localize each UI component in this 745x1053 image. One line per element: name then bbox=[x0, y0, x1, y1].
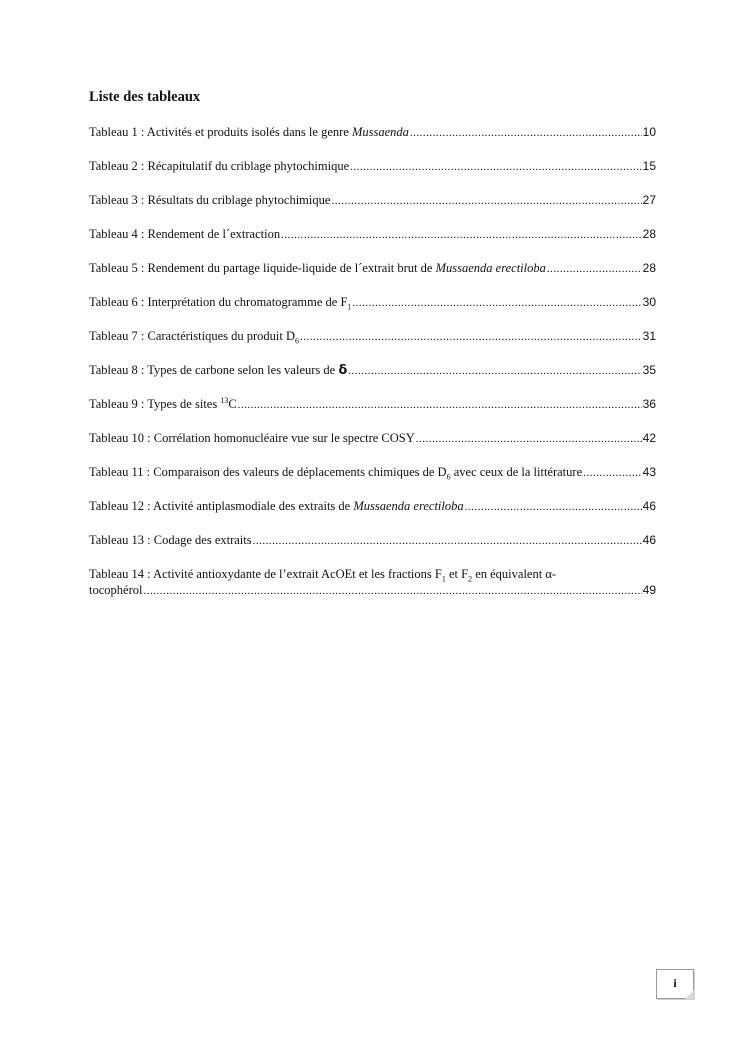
toc-entry-text: Tableau 10 : Corrélation homonucléaire vue sur le spectre COSY bbox=[89, 431, 415, 445]
toc-entry-7[interactable] bbox=[89, 328, 656, 362]
toc-page-number: 43 bbox=[642, 465, 656, 479]
toc-entry-text: Tableau 8 : Types de carbone selon les valeurs de δ bbox=[89, 363, 348, 378]
dot-leader bbox=[352, 295, 641, 311]
table-list bbox=[89, 124, 656, 598]
toc-page-number: 46 bbox=[642, 533, 656, 547]
toc-entry-text: Tableau 9 : Types de sites $^{13}$C bbox=[89, 395, 237, 411]
toc-entry-6[interactable] bbox=[89, 294, 656, 328]
toc-page-number: 30 bbox=[642, 295, 656, 309]
toc-entry-10[interactable] bbox=[89, 430, 656, 464]
page-number-box bbox=[656, 969, 694, 999]
dot-leader bbox=[410, 125, 642, 141]
toc-page-number: 28 bbox=[642, 261, 656, 275]
toc-entry-text: Tableau 3 : Résultats du criblage phytochimique bbox=[89, 193, 331, 207]
toc-entry-text: Tableau 13 : Codage des extraits bbox=[89, 533, 252, 547]
toc-entry-4[interactable] bbox=[89, 226, 656, 260]
page-title: Liste des tableaux bbox=[89, 89, 201, 105]
toc-entry-8[interactable] bbox=[89, 362, 656, 396]
dot-leader bbox=[238, 397, 642, 413]
toc-page-number: 46 bbox=[642, 499, 656, 513]
toc-entry-text-continued: tocophérol bbox=[89, 583, 143, 597]
dot-leader bbox=[348, 363, 641, 379]
toc-entry-3[interactable] bbox=[89, 192, 656, 226]
toc-entry-text: Tableau 14 : Activité antioxydante de l’extrait AcOEt et les fractions $F_1$ et $F_2$ en équivalent α- bbox=[89, 567, 557, 584]
dot-leader bbox=[547, 261, 642, 277]
toc-entry-text: Tableau 5 : Rendement du partage liquide-liquide de l´extrait brut de Mussaenda erectiloba bbox=[89, 261, 546, 275]
toc-entry-text: Tableau 12 : Activité antiplasmodiale des extraits de Mussaenda erectiloba bbox=[89, 499, 464, 513]
dot-leader bbox=[350, 159, 641, 175]
toc-entry-text: Tableau 2 : Récapitulatif du criblage phytochimique bbox=[89, 159, 350, 173]
toc-entry-5[interactable] bbox=[89, 260, 656, 294]
page-curl-icon bbox=[685, 990, 694, 999]
toc-entry-1[interactable] bbox=[89, 124, 656, 158]
toc-entry-11[interactable] bbox=[89, 464, 656, 498]
toc-entry-text: Tableau 7 : Caractéristiques du produit $D_6$ bbox=[89, 329, 300, 346]
toc-page-number: 27 bbox=[642, 193, 656, 207]
toc-page-number: 36 bbox=[642, 397, 656, 411]
dot-leader bbox=[281, 227, 642, 243]
toc-entry-9[interactable] bbox=[89, 396, 656, 430]
toc-entry-2[interactable] bbox=[89, 158, 656, 192]
toc-page-number: 49 bbox=[642, 583, 656, 597]
toc-entry-13[interactable] bbox=[89, 532, 656, 566]
toc-page-number: 15 bbox=[642, 159, 656, 173]
dot-leader bbox=[416, 431, 642, 447]
toc-page-number: 28 bbox=[642, 227, 656, 241]
dot-leader bbox=[253, 533, 642, 549]
dot-leader bbox=[331, 193, 641, 209]
dot-leader bbox=[143, 583, 641, 599]
toc-entry-text: Tableau 11 : Comparaison des valeurs de déplacements chimiques de $D_6$ avec ceux de la littérature bbox=[89, 465, 583, 482]
dot-leader bbox=[300, 329, 642, 345]
toc-page-number: 42 bbox=[642, 431, 656, 445]
toc-entry-text: Tableau 4 : Rendement de l´extraction bbox=[89, 227, 281, 241]
toc-page-number: 35 bbox=[642, 363, 656, 377]
page-number: i bbox=[673, 976, 677, 990]
toc-entry-text: Tableau 1 : Activités et produits isolés dans le genre Mussaenda bbox=[89, 125, 409, 139]
toc-page-number: 31 bbox=[642, 329, 656, 343]
toc-entry-text: Tableau 6 : Interprétation du chromatogramme de $F_1$ bbox=[89, 295, 352, 312]
toc-entry-12[interactable] bbox=[89, 498, 656, 532]
dot-leader bbox=[583, 465, 642, 481]
toc-page-number: 10 bbox=[642, 125, 656, 139]
dot-leader bbox=[465, 499, 642, 515]
toc-entry-14[interactable] bbox=[89, 566, 656, 598]
